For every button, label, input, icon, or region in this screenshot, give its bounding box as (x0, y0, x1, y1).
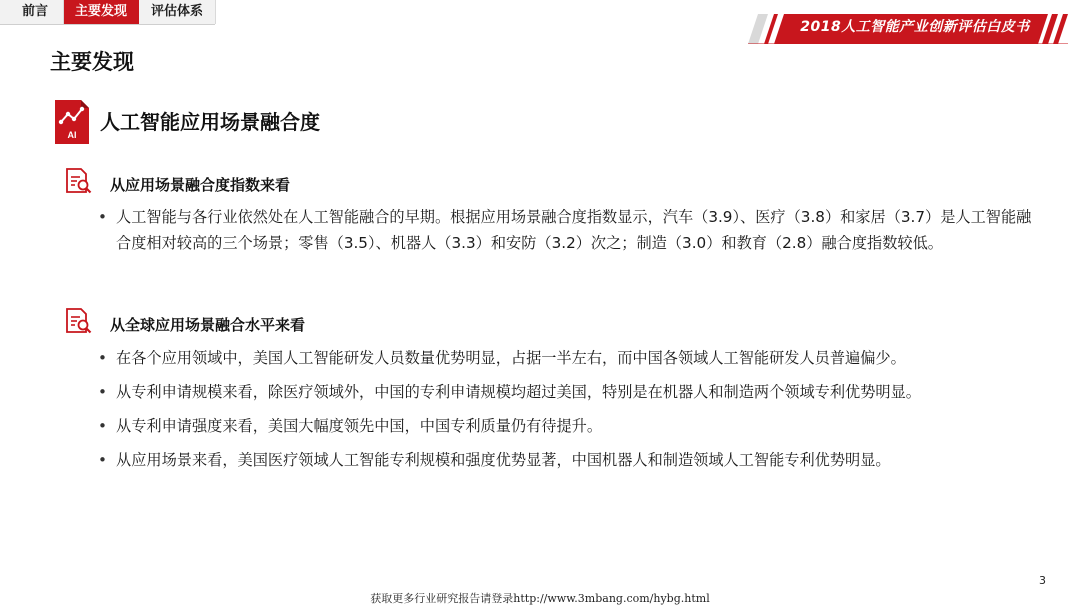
list-item: • 在各个应用领域中，美国人工智能研发人员数量优势明显，占据一半左右，而中国各领域人工智能研发人员普遍偏少。 (96, 345, 1036, 371)
nav-divider (0, 24, 215, 25)
tab-evaluation-system[interactable]: 评估体系 (139, 0, 216, 24)
section-title: 人工智能应用场景融合度 (100, 110, 320, 134)
bullet-list-global (96, 345, 1036, 481)
page-number: 3 (1039, 574, 1046, 587)
report-banner (748, 10, 1068, 44)
tab-preface[interactable]: 前言 (0, 0, 64, 24)
banner-title: 2018人工智能产业创新评估白皮书 (800, 19, 1030, 35)
list-item: • 人工智能与各行业依然处在人工智能融合的早期。根据应用场景融合度指数显示，汽车（3.9）、医疗（3.8）和家居（3.7）是人工智能融合度相对较高的三个场景；零售（3.5）、机器人（3.3）和安防（3.2）次之；制造（3.0）和教育（2.8）融合度指数较低。 (96, 204, 1036, 256)
document-search-icon (63, 166, 93, 196)
subsection-title-index: 从应用场景融合度指数来看 (110, 176, 291, 194)
ai-icon-label: AI (67, 130, 77, 140)
list-item: • 从专利申请强度来看，美国大幅度领先中国，中国专利质量仍有待提升。 (96, 413, 1036, 439)
top-nav (0, 0, 216, 24)
bullet-list-index (96, 204, 1036, 256)
list-item: • 从专利申请规模来看，除医疗领域外，中国的专利申请规模均超过美国，特别是在机器人和制造两个领域专利优势明显。 (96, 379, 1036, 405)
page-title: 主要发现 (50, 50, 134, 74)
document-search-icon (63, 306, 93, 336)
subsection-title-global: 从全球应用场景融合水平来看 (110, 316, 306, 334)
tab-main-findings[interactable]: 主要发现 (64, 0, 139, 24)
list-item: • 从应用场景来看，美国医疗领域人工智能专利规模和强度优势显著，中国机器人和制造领域人工智能专利优势明显。 (96, 447, 1036, 473)
footer-link-text[interactable]: 获取更多行业研究报告请登录http://www.3mbang.com/hybg.html (370, 592, 710, 605)
ai-trend-icon (55, 100, 89, 144)
